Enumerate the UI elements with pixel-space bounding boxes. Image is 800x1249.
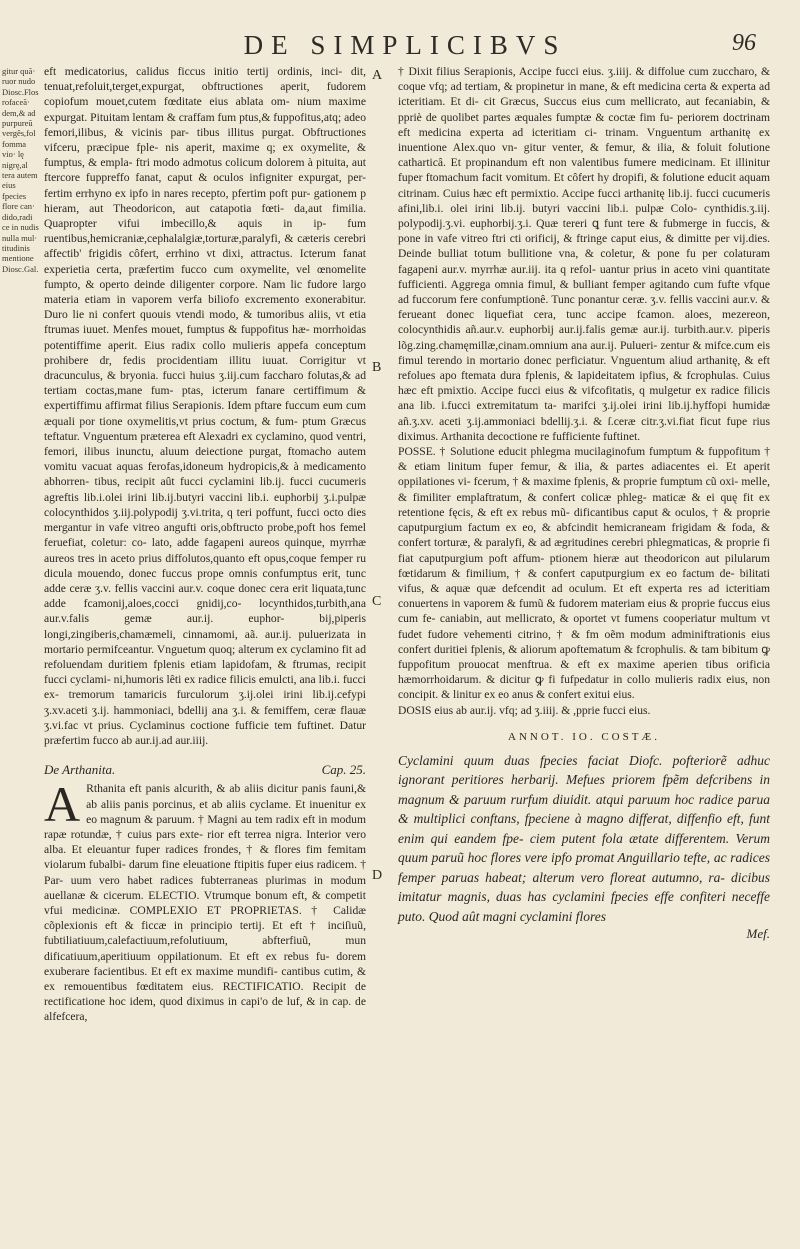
section-chapter: Cap. 25. xyxy=(321,762,366,778)
right-column xyxy=(398,64,770,942)
marginal-notes: gitur quã· ruor nudo Diosc.Flos rofaceã· dem,& ad purpureũ vergês,fol fomma vio· lę nigrę,al tera autem eius fpecies flore can· dido,radi ce in nudis nulla mul· titudinis mentione Diosc.Gal. xyxy=(2,66,39,274)
annotation-title: ANNOT. IO. COSTÆ. xyxy=(508,730,660,743)
catchword: Mef. xyxy=(746,926,770,942)
right-paragraph: † Dixit filius Serapionis, Accipe fucci eius. ʒ.iiij. & diffolue cum zuccharo, & coque vfq; ad tertiam, & propinetur in mane, & eft medicina certa & experta ad icteritiam. Et di- cit Græcus, Succus eius cum mellicrato, aut fecaniabin, & ppriè de quolibet partes æquales fumptæ & coctæ fim fu- periorem doctrinam eft medicina experta ad icteritiam ci- trinam. Vnguentum arthanitę ex inuentione Alex.quo vn- gitur venter, & femur, & ilia, & foluit folutione catharticâ. Et propinandum eft non valentibus fumere medicinam. Et illinitur fuper ftomachum facit vomitum. Et côfert hy dropifi, & folutione educit aquam citrinam. Cuius hæc eft permixtio. Accipe fucci arthanitę lib.ij. fucci cucumeris afini,lib.i. olei irini lib.ij. butyri vaccini lib.i. pulpæ Colo- cynthidis.ʒ.iij. polypodij.ʒ.vi. euphorbij.ʒ.i. Quæ tereri ꝗ funt tere & fubmerge in fuccis, & pone in vafe vitreo ftri cti orificij, & ftringe caput eius, & dimitte per vij.dies. Deinde bulliat totum bullitione vna, & coletur, & pone fu per colaturam fagapeni aur.v. myrrhæ aur.iij. ita q refol- uantur prius in aceto vini quantitate fufficienti. Aggrega omnia fimul, & bulliant femper agitando cum fufte vfque ad fuccorum fere confumptionê. Tunc ponantur ceræ. ʒ.v. fellis vaccini aur.v. & ferueant donec liquefiat cera, tunc accipe fcamon. aloes, mezereon, colocynthidis añ.aur.v. euphorbij aur.ij.falis gemæ aur.ij. turbith.aur.v. piperis lõg.zing.chamęmillæ,cinam.omnium ana aur.ij. Pulueri- zentur & mifce.cum eis fimul terendo in mortario donec perficiatur. Vnguentum aliud arthanitę, & eft refolues apo ftemata dura fplenis, & lapideitatem ipfius, & fcrophulas. Cuius hæc eft pmixtio. Accipe fucci eius & vifcofitatis, q mulgetur ex radice filicis ana lib. i.fucci extremitatum ta- marifci ʒ.ij.olei irini lib.ij.hyffopi humidæ añ.ʒ.xv. aceti ʒ.ij.ammoniaci bdellij.ʒ.i. & ſ.ceræ citr.ʒ.vi.fiat ficut fupe rius diximus. Arthanita decoctione re fufficiente fuftinet. xyxy=(398,65,770,443)
side-letter-a: A xyxy=(372,68,383,83)
annotation-text: Cyclamini quum duas fpecies faciat Diofc. pofteriorẽ adhuc ignorant peritiores herbarij. Mefues priorem fpẽm defcribens in magnum & paruum rurfum diuidit. atqui paruum hoc radice parua & multiplici conftans, fpeciene à magno differat, diffenfio eft, funt enim qui eandem fpe- ciem putent fola ætate differentem. Verum quum paruũ hoc flores vere ipfo promat Anguillario tefte, ac radices femper paruas habeat; alterum vero floreat autumno, ra- dicibus imitatur magnis, duas has cyclamini fpecies effe confiteri neceffe puto. Quod aût magni cyclamini flores xyxy=(398,752,770,924)
posse-paragraph: POSSE. † Solutione educit phlegma mucilaginofum fumptum & fuppofitum † & etiam linitum fuper femur, & ilia, & partes adiacentes ei. Et aperit oppilationes vi- fcerum, † & maxime fplenis, & proprie fumptum cũ oxi- melle, & fimiliter emplaftratum, & confert colicæ phleg- maticæ & ei quę fit ex retentione fęcis, & eft ex rebus mũ- dificantibus caput & oculos, † & proprie caputpurgium factum ex eo, & abfcindit hemicraneam frigidam & foda, & confert torturæ, & paralyfi, & ad ægritudines cerebri phlegmaticas, & proprie fi fiat caputpurgium poft affum- ptionem hieræ aut theodoricon aut pilularum fœtidarum & fimilium, † & confert caputpurgium ex eo factum de- bilitati vifus, & aquæ quæ defcendit ad oculum. Et eft experta res ad icteritiam conuertens in vaporem & fumũ & fudorem materiam eius & proprie fuccus eius cum fe- caniabin, aut mellicrato, & oportet vt fumens cooperiatur multum vt fudet fudore vehementi citrino, † & fm oẽm modum adminiftrationis eius confert duritiei fplenis, & aliorum apoftematum & fcrophulis. & tam bibitum ꝙ fuppofitum prouocat menftrua. & eft ex maxime aperien tibus orificia hæmorrhoidarum. & dicitur ꝙ fi fufpedatur in collo mulieris radix eius, non concipit. & linitur ex eo anus & confert exitui eius. xyxy=(398,445,770,702)
side-letter-b: B xyxy=(372,360,382,375)
section-text: Rthanita eft panis alcurith, & ab aliis dicitur panis fauni,& ab aliis panis porcinus, et ab aliis cyclame. Et inuenitur ex eo magnum & paruum. † Magni au tem radix eft in modum rapæ rotundæ, † cuius pars exte- rior eft terrea nigra. Interior vero alba. Et eleuantur fuper radices frondes, † & flores fim femitam violarum fubalbi- darum fine eleuatione ftipitis fuper eius radicem. † Par- uum vero habet radices fubterraneas plurimas in modum auellanæ & cicerum. ELECTIO. Vtrumque bonum eft, & competit vfui medicinæ. COMPLEXIO ET PROPRIETAS. † Calidæ cõplexionis eft & ficcæ in principio tertij. Et eft † inciſiuũ, fubtiliatiuum,calefactiuum,refolutiuum, abfterfiuũ, mun dificatiuum,aperitiuum oppilationum. Et eft ex rebus fu- dorem exuberare facientibus. Et eft ex maxime mundifi- cantibus cutim, & ex remouentibus fœditatem eius. RECTIFICATIO. Recipit de rectificatione hoc idem, quod diximus in capi'o de luf, & in cap. de alfefcera, xyxy=(44,782,366,1024)
left-column xyxy=(44,64,366,1025)
side-letter-d: D xyxy=(372,868,383,883)
side-letter-c: C xyxy=(372,594,382,609)
section-title: De Arthanita. xyxy=(44,762,116,778)
left-paragraph: eft medicatorius, calidus ficcus initio tertij ordinis, inci- dit, tenuat,refoluit,terget,expurgat, obftructiones aperit, fudorem copiofum mouet,cutem fœditate eius ablata om- nium maxime expurgat. Pituitam lentam & craffam fum ptus,& fuppofitus,atq; adeo femori,ilibus, & vicinis par- tibus illitus purgat. Obftructiones vifceru, præcipue fple- nis aperit, maxime q; ex oxymelite, & fumptus, & empla- ftri modo admotus colicum dolorem à pituita, aut ftercore fuppreffo fanat, caput & oculos infigniter expurgat, per- fertim errhyno ex ipfo in nares recepto, pfertim poft pur- gationem p hieram, aut Theodoricon, aut catapotia fœti- da,aut fimilia. Quapropter vifui imbecillo,& aquis in ip- fum ruentibus,hemicraniæ,cephalalgiæ,torturæ,paralyfi, & cæteris cerebri affectib' frigidis côfert, errhino vt dixi, attractus. Icterum fanat experietia certa, præfertim fucco cum oxymelite, vel œnomelite fumpto, & operto deinde diligenter corpore. Nam lic fudore largo materia etiam in vaporem verfa biliofo excremento exonerabitur. Duro lie ni confert quouis vtendi modo, & tumoribus aliis, vt etia ftrumas iuuet. Menfes mouet, fumptus & fuppofitus hæ- morrhoidas potentiffime aperit. Eius radix collo mulieris appefa conceptum prohibere dr, fedis procidentiam illitu iuuat. Corrigitur vt dracunculus, & bryonia. fucci huius ʒ.iij.cum faccharo folutas,& ad tertiam coctas,mane fum- ptas, icterum fanare certiffimum & expertiffimu affirmat filius Serapionis. Idem pftare fuccum eum cum æquali por tione oxymelitis,vt prius coctum, & fum- ptum Græcus teftatur. Vnguentum præterea eft Alexadri ex cyclamino, quod ventri, femori, ilibus inunctu, aluum deiectione purgat, ftomacho autem vomitu vacuat aquas ferofas,idoneum hydropicis,& à medicamento abhorren- tibus, recipit aût fucci cyclamini lib.ij. fucci cucumeris agreftis lib.i.olei irini lib.ij.butyri vaccini lib.i. euphorbij ʒ.i.pulpæ colocynthidos ʒ.iij.polypodij ʒ.vi.trita, q teri poffunt, fucci octo dies mergantur in vafe vitreo angufti oris,obftructo probe,poft hos femel feruefiat, coletur: co- lato, adde fagapeni aureos quinque, myrrhæ aureos tres in aceto prius diffolutos,quanto eft opus,coque femper ru dicula mouendo, donec fuccus prope omnis confumptus erit, tunc adde ceræ ʒ.v. fellis vaccini aur.v. coque donec cera erit liquata,tunc adde fcamonij,aloes,cocci gnidij,co- locynthidos,turbith,ana aur.v.falis gemæ aur.ij. euphor- bij,piperis longi,zingiberis,chamæmeli, cinnamomi, aã. aur.ij. puluerizata in mortario permifceantur. Vnguetum quoq; alterum ex cyclamino fit ad refoluendam duritiem fplenis etiam lapidofam, & ftrumas, recipit fucci cyclami- ni,humoris lêti ex radice filicis emulcti, ana lib.i. fucci ex- tremorum tamaricis furculorum ʒ.ij.olei irini lib.ij.cefypi ʒ.xv.aceti ʒ.ij. hammoniaci, bdellij ana ʒ.i. & femiffem, ceræ flauæ ʒ.vi.fac vt prius. Cyclaminus coctione fufficie tem fuftinet. Datur præfertim fucco ab aur.ij.ad aur.iiij. xyxy=(44,65,366,747)
section-header xyxy=(44,762,366,777)
page-number: 96 xyxy=(732,30,756,56)
drop-capital: A xyxy=(44,776,81,833)
dosis-paragraph: DOSIS eius ab aur.ij. vfq; ad ʒ.iiij. & ,pprie fucci eius. xyxy=(398,703,651,717)
running-head: DE SIMPLICIBVS xyxy=(243,30,567,60)
section-body xyxy=(44,776,366,1024)
